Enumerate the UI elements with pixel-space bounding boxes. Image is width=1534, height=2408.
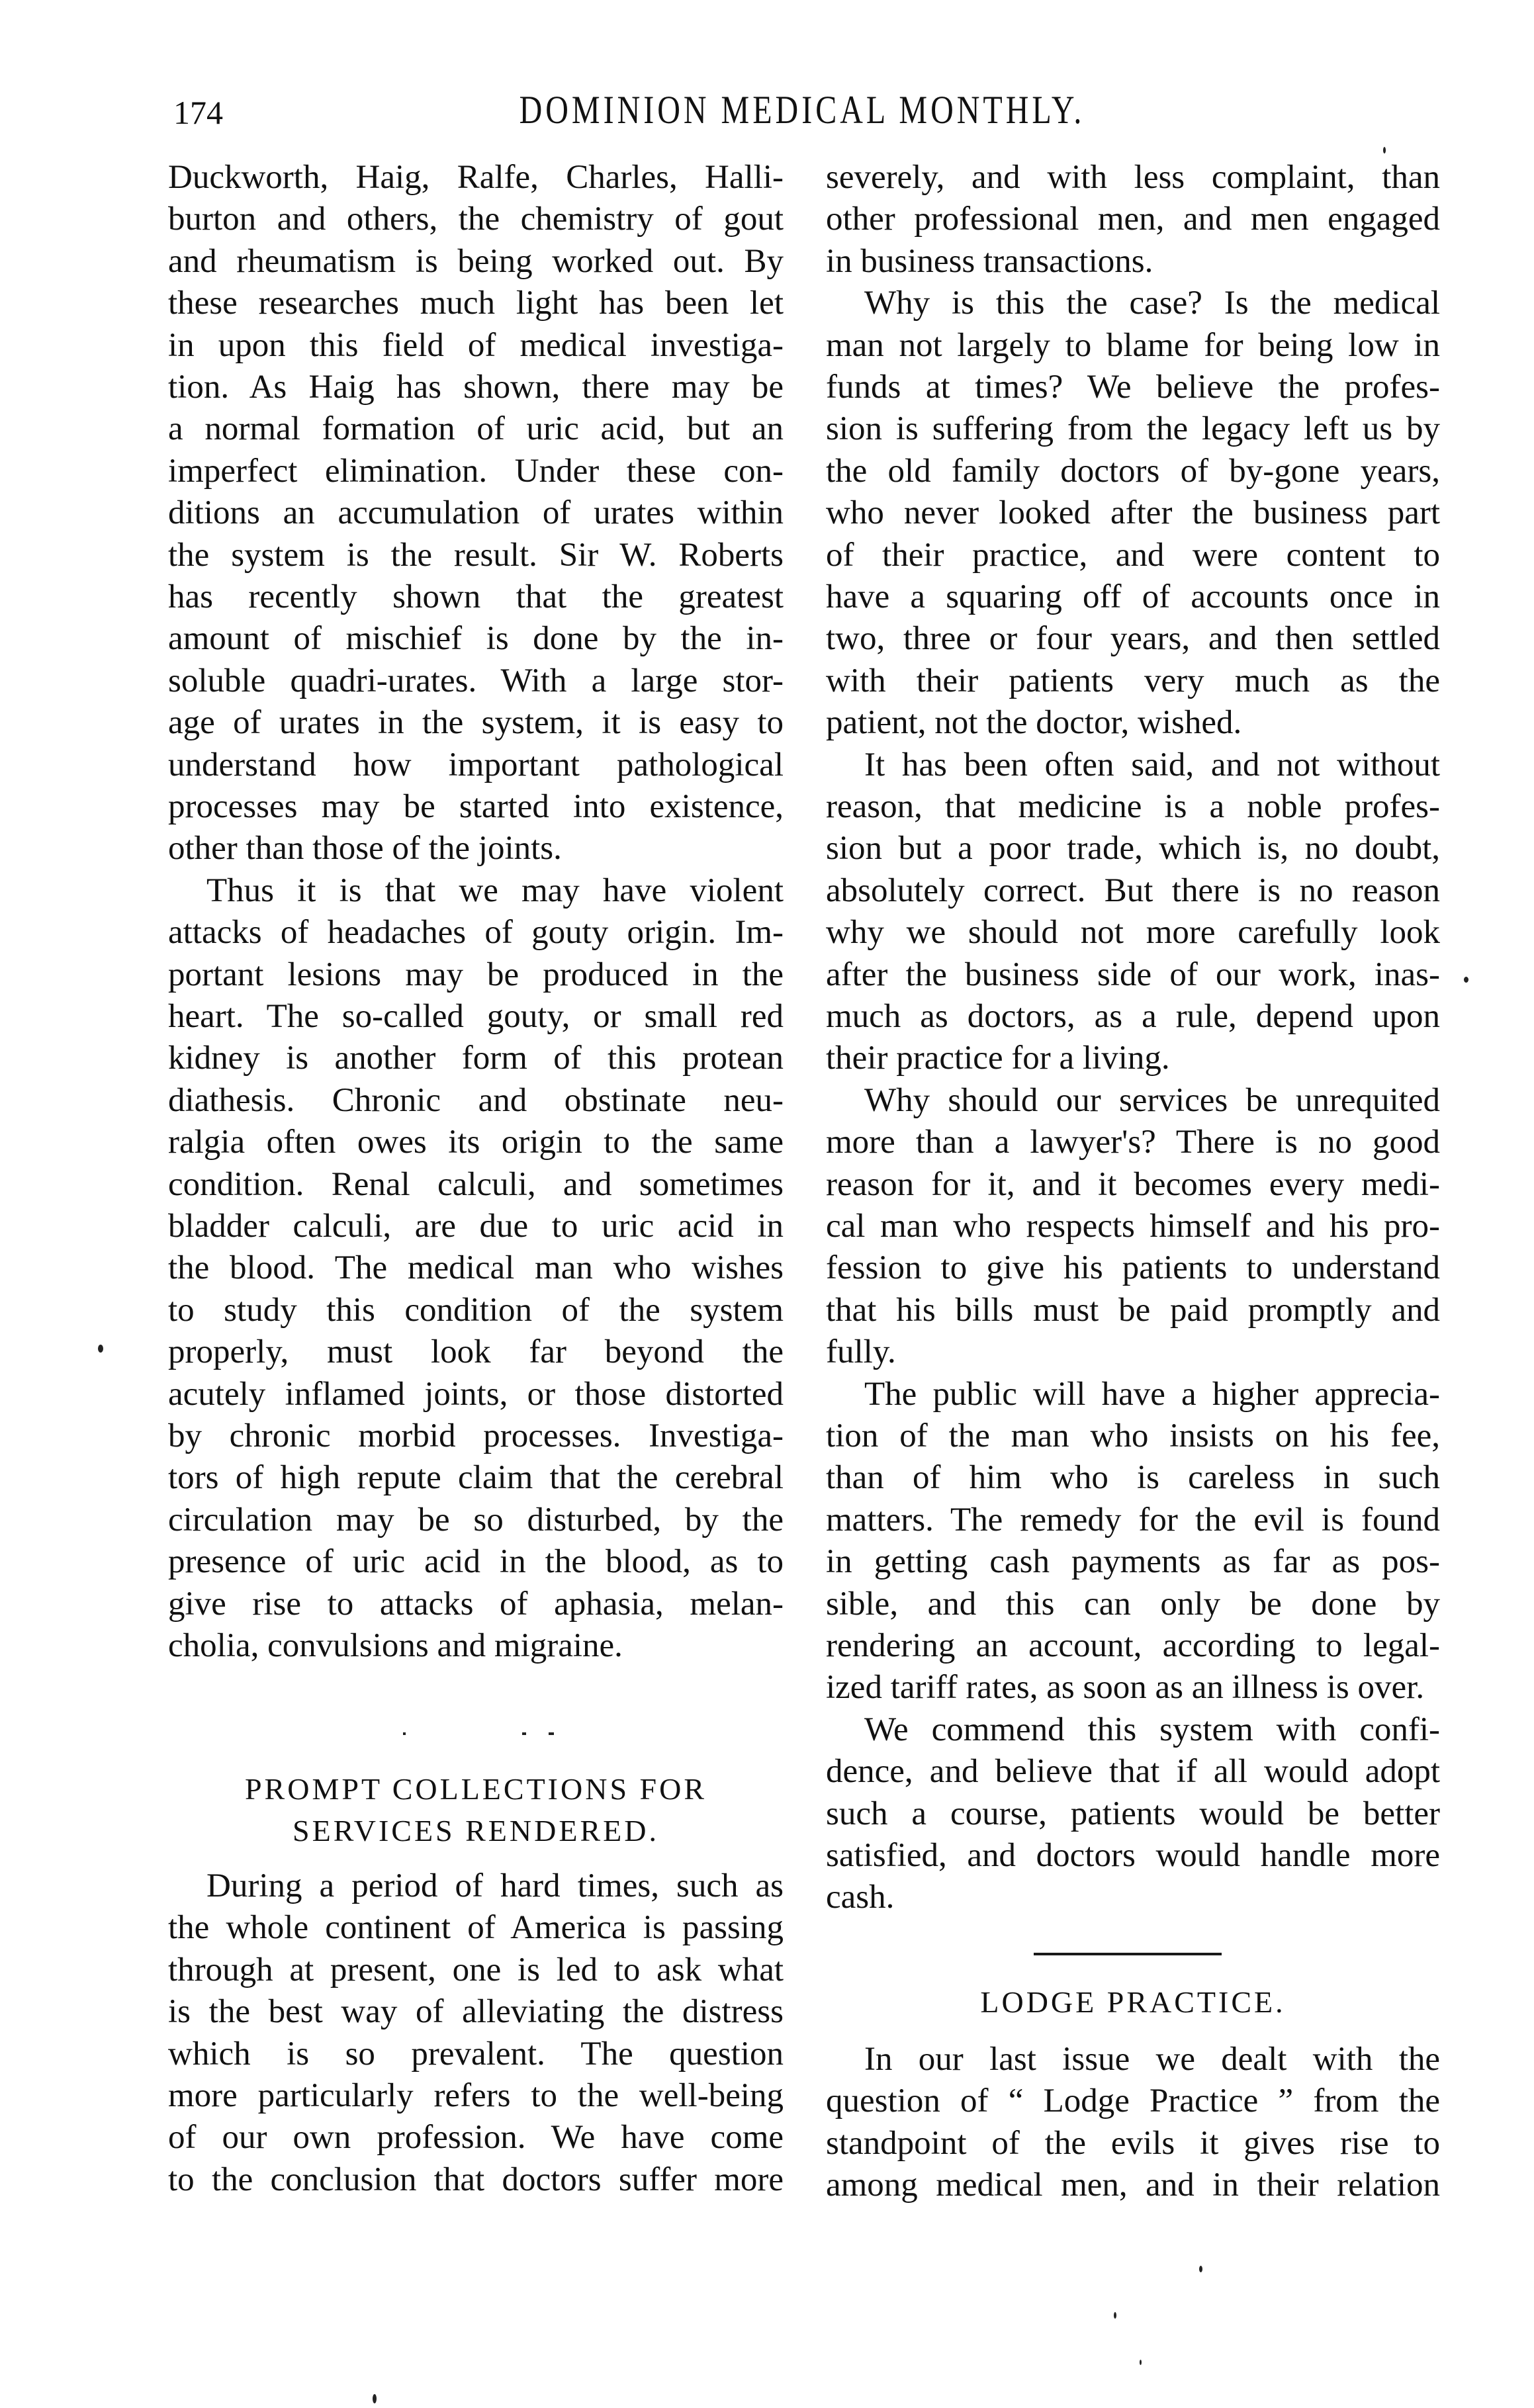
text-line: give rise to attacks of aphasia, melan-	[168, 1585, 784, 1623]
text-line: cal man who respects himself and his pro-	[826, 1208, 1440, 1245]
text-line: among medical men, and in their relation	[826, 2166, 1440, 2204]
text-line: severely, and with less complaint, than	[826, 159, 1440, 196]
text-line: rendering an account, according to legal-	[826, 1627, 1440, 1664]
text-line: reason for it, and it becomes every medi-	[826, 1165, 1440, 1203]
text-line: funds at times? We believe the profes-	[826, 369, 1440, 406]
text-line: imperfect elimination. Under these con-	[168, 452, 784, 490]
text-line: burton and others, the chemistry of gout	[168, 201, 784, 238]
text-line: processes may be started into existence,	[168, 788, 784, 825]
text-line: In our last issue we dealt with the	[864, 2041, 1440, 2078]
text-line: bladder calculi, are due to uric acid in	[168, 1208, 784, 1245]
text-line: cash.	[826, 1879, 895, 1916]
text-line: dence, and believe that if all would adopt	[826, 1753, 1440, 1791]
text-line: more than a lawyer's? There is no good	[826, 1124, 1440, 1161]
text-line: Duckworth, Haig, Ralfe, Charles, Halli-	[168, 159, 784, 196]
text-line: It has been often said, and not without	[864, 746, 1440, 783]
text-line: to the conclusion that doctors suffer more	[168, 2161, 784, 2198]
text-line: standpoint of the evils it gives rise to	[826, 2124, 1440, 2162]
text-line: diathesis. Chronic and obstinate neu-	[168, 1081, 784, 1119]
text-line: portant lesions may be produced in the	[168, 956, 784, 993]
text-line: matters. The remedy for the evil is found	[826, 1501, 1440, 1538]
text-line: kidney is another form of this protean	[168, 1040, 784, 1077]
text-line: properly, must look far beyond the	[168, 1333, 784, 1371]
text-line: tion of the man who insists on his fee,	[826, 1417, 1440, 1454]
text-line: their practice for a living.	[826, 1040, 1170, 1077]
text-line: satisfied, and doctors would handle more	[826, 1837, 1440, 1874]
section-heading: LODGE PRACTICE.	[980, 1985, 1286, 2019]
text-line: acutely inflamed joints, or those distorted	[168, 1375, 784, 1413]
text-line: Why should our services be unrequited	[864, 1081, 1440, 1119]
text-line: in getting cash payments as far as pos-	[826, 1543, 1440, 1581]
scan-speck	[1199, 2266, 1202, 2272]
text-line: question of “ Lodge Practice ” from the	[826, 2082, 1440, 2120]
text-line: these researches much light has been let	[168, 285, 784, 322]
page-number: 174	[173, 94, 223, 131]
text-line: why we should not more carefully look	[826, 914, 1440, 952]
text-line: age of urates in the system, it is easy to	[168, 704, 784, 742]
text-line: Why is this the case? Is the medical	[864, 285, 1440, 322]
scan-speck	[98, 1345, 103, 1353]
text-line: circulation may be so disturbed, by the	[168, 1501, 784, 1538]
text-line: Thus it is that we may have violent	[206, 871, 784, 909]
text-line: patient, not the doctor, wished.	[826, 704, 1242, 742]
text-line: the old family doctors of by-gone years,	[826, 452, 1440, 490]
text-line: the system is the result. Sir W. Roberts	[168, 536, 784, 574]
text-line: presence of uric acid in the blood, as to	[168, 1543, 784, 1581]
text-line: fully.	[826, 1333, 896, 1371]
scan-speck	[1140, 2360, 1142, 2365]
text-line: tors of high repute claim that the cerebral	[168, 1459, 784, 1497]
text-line: to study this condition of the system	[168, 1291, 784, 1329]
text-line: after the business side of our work, inas-	[826, 956, 1440, 993]
text-line: more particularly refers to the well-being	[168, 2077, 784, 2114]
section-separator	[403, 1732, 406, 1735]
text-line: ditions an accumulation of urates within	[168, 494, 784, 532]
running-head	[171, 88, 1439, 132]
text-line: soluble quadri-urates. With a large stor-	[168, 662, 784, 699]
text-line: of our own profession. We have come	[168, 2119, 784, 2157]
text-line: attacks of headaches of gouty origin. Im-	[168, 914, 784, 952]
text-line: other professional men, and men engaged	[826, 201, 1440, 238]
text-line: amount of mischief is done by the in-	[168, 620, 784, 658]
text-line: than of him who is careless in such	[826, 1459, 1440, 1497]
section-heading: PROMPT COLLECTIONS FOR	[244, 1772, 707, 1806]
text-line: the whole continent of America is passing	[168, 1909, 784, 1947]
text-line: reason, that medicine is a noble profes-	[826, 788, 1440, 825]
text-line: has recently shown that the greatest	[168, 578, 784, 615]
text-line: sion is suffering from the legacy left us by	[826, 410, 1440, 448]
text-line: man not largely to blame for being low in	[826, 326, 1440, 364]
text-line: heart. The so-called gouty, or small red	[168, 998, 784, 1035]
text-line: We commend this system with confi-	[864, 1711, 1440, 1748]
scan-speck	[1114, 2312, 1116, 2319]
text-line: condition. Renal calculi, and sometimes	[168, 1165, 784, 1203]
text-line: that his bills must be paid promptly and	[826, 1291, 1440, 1329]
text-line: is the best way of alleviating the distress	[168, 1993, 784, 2031]
text-line: which is so prevalent. The question	[168, 2035, 784, 2073]
journal-title: DOMINION MEDICAL MONTHLY.	[519, 88, 1085, 132]
text-line: who never looked after the business part	[826, 494, 1440, 532]
text-line: of their practice, and were content to	[826, 536, 1440, 574]
text-line: much as doctors, as a rule, depend upon	[826, 998, 1440, 1035]
scan-speck	[1383, 147, 1386, 154]
text-line: two, three or four years, and then settled	[826, 620, 1440, 658]
text-line: in upon this field of medical investiga-	[168, 326, 784, 364]
text-line: During a period of hard times, such as	[206, 1867, 784, 1904]
text-line: through at present, one is led to ask what	[168, 1951, 784, 1988]
scan-speck	[1464, 977, 1468, 983]
text-line: The public will have a higher apprecia-	[864, 1375, 1440, 1413]
text-line: by chronic morbid processes. Investiga-	[168, 1417, 784, 1454]
text-line: sible, and this can only be done by	[826, 1585, 1440, 1623]
scan-speck	[373, 2394, 377, 2403]
text-line: sion but a poor trade, which is, no doubt,	[826, 830, 1440, 868]
section-heading: SERVICES RENDERED.	[293, 1814, 659, 1848]
text-line: such a course, patients would be better	[826, 1795, 1440, 1832]
text-line: a normal formation of uric acid, but an	[168, 410, 784, 448]
text-line: understand how important pathological	[168, 746, 784, 783]
text-line: with their patients very much as the	[826, 662, 1440, 699]
text-line: cholia, convulsions and migraine.	[168, 1627, 623, 1664]
text-line: tion. As Haig has shown, there may be	[168, 369, 784, 406]
text-line: other than those of the joints.	[168, 830, 562, 868]
text-line: absolutely correct. But there is no reason	[826, 871, 1440, 909]
section-separator	[522, 1732, 526, 1735]
text-line: have a squaring off of accounts once in	[826, 578, 1440, 615]
text-line: the blood. The medical man who wishes	[168, 1249, 784, 1287]
text-line: ralgia often owes its origin to the same	[168, 1124, 784, 1161]
section-separator	[549, 1732, 554, 1735]
section-rule	[1034, 1953, 1222, 1955]
text-line: in business transactions.	[826, 242, 1153, 280]
text-line: and rheumatism is being worked out. By	[168, 242, 784, 280]
text-line: fession to give his patients to understand	[826, 1249, 1440, 1287]
text-line: ized tariff rates, as soon as an illness is over.	[826, 1669, 1425, 1707]
